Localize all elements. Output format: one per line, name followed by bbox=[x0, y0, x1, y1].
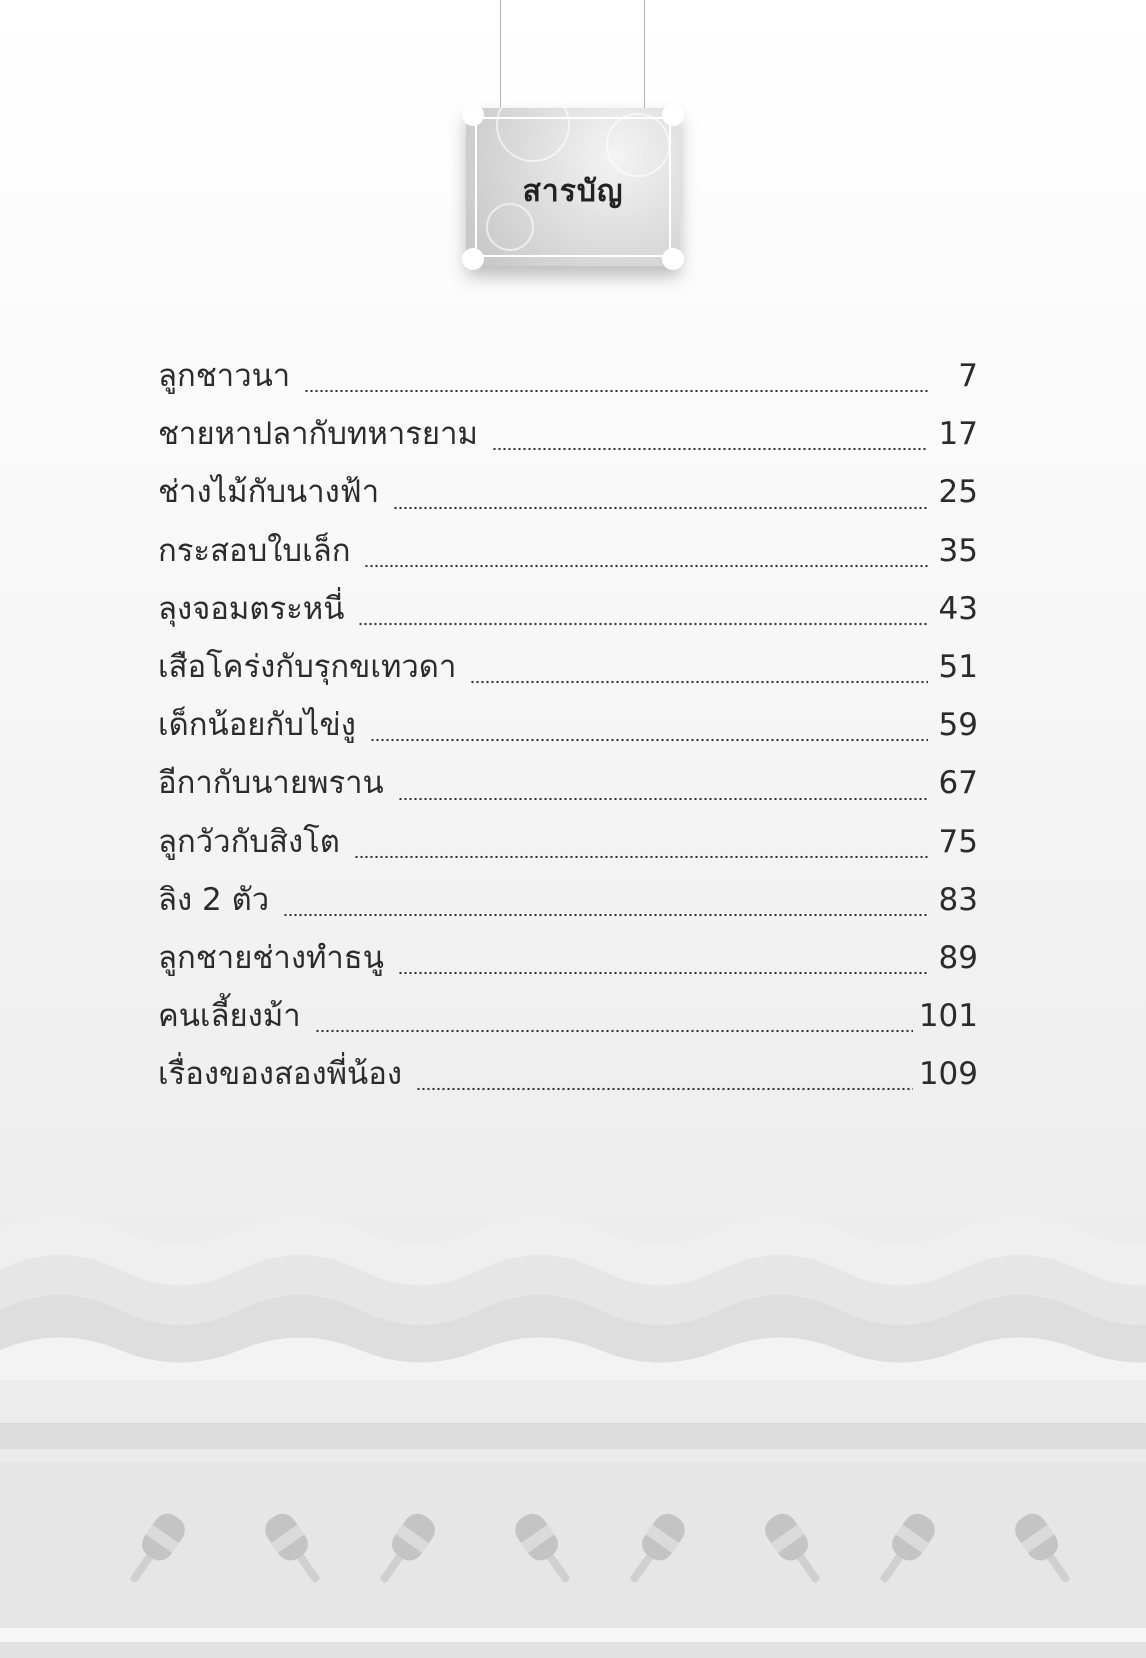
toc-page-number: 75 bbox=[938, 823, 978, 860]
toc-page-number: 25 bbox=[938, 474, 978, 511]
toc-leader-dots bbox=[358, 621, 928, 627]
toc-title: ลูกชาวนา bbox=[158, 358, 291, 394]
toc-title: คนเลี้ยงม้า bbox=[158, 998, 301, 1035]
toc-row bbox=[158, 699, 978, 757]
page-title: สารบัญ bbox=[522, 174, 624, 209]
sign-corner bbox=[662, 248, 684, 270]
toc-page-number: 101 bbox=[918, 998, 978, 1035]
footer-stripe bbox=[0, 1628, 1146, 1642]
toc-row bbox=[158, 816, 978, 874]
toc-title: เสือโคร่งกับรุกขเทวดา bbox=[158, 648, 457, 685]
popsicle-icon bbox=[619, 1508, 690, 1590]
toc-row bbox=[158, 932, 978, 990]
toc-leader-dots bbox=[354, 854, 928, 860]
toc-title: เรื่องของสองพี่น้อง bbox=[158, 1056, 403, 1093]
toc-title: กระสอบใบเล็ก bbox=[158, 532, 351, 569]
toc-row bbox=[158, 641, 978, 699]
sign-corner bbox=[462, 104, 484, 126]
toc-page-number: 17 bbox=[938, 416, 978, 453]
toc-title: ชายหาปลากับทหารยาม bbox=[158, 416, 478, 453]
popsicle-icon bbox=[119, 1508, 190, 1590]
toc-row bbox=[158, 1048, 978, 1106]
popsicle-icon bbox=[510, 1508, 581, 1590]
toc-leader-dots bbox=[398, 796, 928, 802]
toc-page-number: 43 bbox=[938, 590, 978, 627]
toc-page-number: 59 bbox=[938, 707, 978, 744]
toc-title: อีกากับนายพราน bbox=[158, 765, 384, 802]
toc-row bbox=[158, 466, 978, 524]
footer-stripe bbox=[0, 1423, 1146, 1449]
toc-leader-dots bbox=[416, 1086, 913, 1092]
popsicle-icon bbox=[760, 1508, 831, 1590]
toc-page-number: 67 bbox=[938, 765, 978, 802]
toc-leader-dots bbox=[398, 970, 928, 976]
toc-title: ลูกชายช่างทำธนู bbox=[158, 939, 384, 976]
toc-title: ลุงจอมตระหนี่ bbox=[158, 590, 345, 627]
toc-leader-dots bbox=[283, 912, 928, 918]
toc-page-number: 35 bbox=[938, 532, 978, 569]
sign-corner bbox=[462, 248, 484, 270]
title-sign bbox=[466, 108, 680, 266]
toc-page-number: 109 bbox=[918, 1056, 978, 1093]
toc-title: ลิง 2 ตัว bbox=[158, 881, 270, 918]
toc-leader-dots bbox=[315, 1028, 913, 1034]
toc-row bbox=[158, 874, 978, 932]
toc-page-number: 89 bbox=[938, 939, 978, 976]
popsicle-icon bbox=[260, 1508, 331, 1590]
toc-row bbox=[158, 583, 978, 641]
toc-leader-dots bbox=[470, 679, 928, 685]
toc-leader-dots bbox=[393, 505, 928, 511]
popsicle-icon bbox=[869, 1508, 940, 1590]
toc-page-number: 51 bbox=[938, 648, 978, 685]
popsicle-icon bbox=[1010, 1508, 1081, 1590]
footer-stripe bbox=[0, 1642, 1146, 1658]
toc-leader-dots bbox=[370, 737, 928, 743]
toc-page-number: 7 bbox=[958, 358, 978, 394]
toc-title: ช่างไม้กับนางฟ้า bbox=[158, 474, 380, 511]
toc-row bbox=[158, 350, 978, 408]
toc-row bbox=[158, 408, 978, 466]
toc-title: เด็กน้อยกับไข่งู bbox=[158, 707, 356, 744]
toc-title: ลูกวัวกับสิงโต bbox=[158, 823, 340, 860]
toc-row bbox=[158, 525, 978, 583]
toc-leader-dots bbox=[492, 446, 928, 452]
sign-corner bbox=[662, 104, 684, 126]
table-of-contents bbox=[158, 350, 978, 1106]
toc-row bbox=[158, 990, 978, 1048]
toc-row bbox=[158, 757, 978, 815]
popsicle-icon bbox=[369, 1508, 440, 1590]
wave-decoration bbox=[0, 1200, 1146, 1380]
toc-leader-dots bbox=[364, 563, 928, 569]
hanger-string-left bbox=[500, 0, 501, 110]
toc-page-number: 83 bbox=[938, 881, 978, 918]
hanger-string-right bbox=[644, 0, 645, 110]
popsicle-row bbox=[0, 1500, 1146, 1590]
toc-leader-dots bbox=[304, 388, 928, 394]
